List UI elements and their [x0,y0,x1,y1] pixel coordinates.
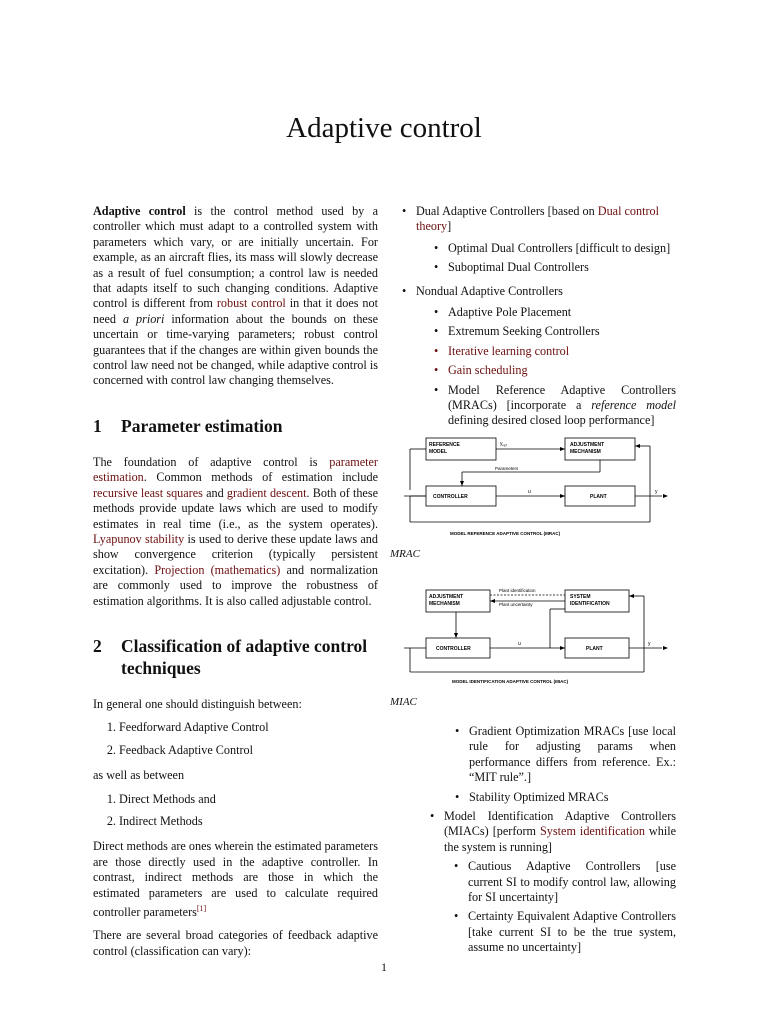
signal-y: y [655,489,658,495]
para-text: The foundation of adaptive control is [93,454,330,469]
section-title: Classification of adaptive control [121,635,368,656]
item-text: ] [447,219,452,234]
list-item: • Certainty Equivalent Adaptive Controllers [take current SI to be the true system, assume no uncertainty] [454,909,676,955]
link-gain-scheduling[interactable]: • Gain scheduling [434,363,676,378]
intro-bold-term: Adaptive control [93,204,186,218]
para-text: is used to derive these update laws and show convergence criterion (typically persistent excitation). [93,531,378,577]
list-item: • Optimal Dual Controllers [difficult to design] [434,241,676,256]
signal-yref [500,441,507,448]
page-title: Adaptive control [286,112,482,144]
section-title: Parameter estimation [121,415,283,436]
miac-caption: MIAC [390,696,417,708]
list-item [402,284,676,429]
page-number: 1 [381,960,387,974]
section-number: 2 [93,635,102,656]
signal-u: u [528,489,531,495]
section-2-text: as well as between [93,768,185,783]
intro-text: is the control method used by a controller which must adapt to a controlled system with parameters which vary, or are initially uncertain. For example, as an aircraft flies, its mass will slowly decrease as a result of fuel consumption; a control law is needed that adapts itself to such changing conditions. Adaptive control is different from [93,204,378,311]
list-item: • Suboptimal Dual Controllers [434,260,676,275]
item-text: Model Reference Adaptive Controllers (MRACs) [incorporate a [448,382,676,413]
section-2-heading [93,635,378,679]
link-dual-control-theory[interactable]: Dual control theory [416,204,660,234]
direct-methods-paragraph [93,839,378,920]
mrac-caption: MRAC [390,548,420,560]
mrac-diagram-label: MODEL REFERENCE ADAPTIVE CONTROL (MRAC) [450,531,561,536]
box-controller: CONTROLLER [436,646,471,652]
signal-yref-sub: ref [502,443,507,448]
box-sysid-1: SYSTEM [570,594,591,600]
link-lyapunov-stability[interactable]: Lyapunov stability [93,531,185,546]
list-item: 1. Direct Methods and [119,792,378,807]
link-recursive-least-squares[interactable]: recursive least squares [93,485,203,500]
sub-list [434,241,676,276]
item-text: Dual Adaptive Controllers [based on [416,204,598,218]
para-text: and [202,485,227,500]
signal-parameters: Parameters [495,466,519,471]
controller-list [402,204,676,429]
para-text: . Both of these methods provide update laws which are used to modify estimates in real time (i.e., as the system operates). [93,485,378,531]
box-adjustment-2: MECHANISM [429,601,460,607]
link-gradient-descent[interactable]: gradient descent [226,485,307,500]
box-reference-model-1: REFERENCE [429,442,460,448]
signal-yref-main: y [500,441,503,447]
box-adjustment-1: ADJUSTMENT [429,594,464,600]
item-text: while the system is running] [444,824,677,854]
intro-italic: a priori [122,311,165,326]
miac-list [430,809,676,956]
box-sysid-2: IDENTIFICATION [570,601,610,607]
miac-diagram [400,584,680,688]
link-system-identification[interactable]: System identification [540,824,645,839]
signal-y: y [648,641,651,647]
list-item: • Stability Optimized MRACs [455,790,676,805]
section-number: 1 [93,415,102,436]
box-controller: CONTROLLER [433,494,468,500]
list-item [430,809,676,956]
intro-paragraph [93,204,378,389]
signal-plant-identification: Plant identification [499,588,536,593]
section-title-cont: techniques [121,657,201,678]
box-plant: PLANT [586,646,603,652]
intro-text: in that it does not need [93,296,378,326]
para-text: Direct methods are ones wherein the estimated parameters are those directly used in the adaptive controller. In contrast, indirect methods are those in which the estimated parameters are used to calculate required controller parameters [93,839,378,920]
link-parameter-estimation[interactable]: parameter estimation [93,454,378,485]
item-text: Model Identification Adaptive Controllers (MIACs) [perform [444,809,676,839]
section-2-intro: In general one should distinguish between: [93,696,302,711]
list-item: 2. Feedback Adaptive Control [119,743,378,758]
box-adjustment-1: ADJUSTMENT [570,442,605,448]
methods-list [93,792,378,830]
item-text: defining desired closed loop performance] [448,413,655,428]
item-text: Nondual Adaptive Controllers [416,283,563,298]
miac-sub-list [454,859,676,955]
list-item: • Adaptive Pole Placement [434,305,676,320]
sub-list [434,305,676,429]
list-item: 2. Indirect Methods [119,814,378,829]
list-item: 1. Feedforward Adaptive Control [119,720,378,735]
para-text: and normalization are commonly used to improve the robustness of estimation algorithms. It is also called adjustable control. [93,562,378,608]
para-text: . Common methods of estimation include [143,470,378,485]
signal-u: u [518,641,521,647]
section-1-heading [93,415,378,437]
link-robust-control[interactable]: robust control [216,296,286,311]
list-item [434,383,676,429]
right-column [402,204,676,437]
box-reference-model-2: MODEL [429,449,448,455]
list-item: • Gradient Optimization MRACs [use local rule for adjusting params when performance differs from reference. Ex.: “MIT rule”.] [455,724,676,786]
mrac-sub-list [455,724,676,805]
link-projection[interactable]: Projection (mathematics) [154,562,281,577]
list-item: • Cautious Adaptive Controllers [use current SI to modify control law, allowing for SI uncertainty] [454,859,676,905]
categories-paragraph: There are several broad categories of feedback adaptive control (classification can vary): [93,928,378,958]
feedforward-list [93,720,378,758]
box-plant: PLANT [590,494,607,500]
citation-link[interactable]: [1] [196,904,207,913]
intro-text: information about the bounds on these uncertain or time-varying parameters; robust control guarantees that if the changes are within given bounds the control law need not be changed, while adaptive control is concerned with control law changing themselves. [93,311,378,388]
link-iterative-learning-control[interactable]: • Iterative learning control [434,344,676,359]
item-italic: reference model [591,398,676,413]
mrac-diagram [400,432,680,542]
left-column [93,204,378,967]
box-adjustment-2: MECHANISM [570,449,601,455]
list-item: • Extremum Seeking Controllers [434,324,676,339]
list-item [402,204,676,276]
signal-plant-uncertainty: Plant uncertainty [499,602,533,607]
right-column-continued [430,724,676,961]
miac-diagram-label: MODEL IDENTIFICATION ADAPTIVE CONTROL (MIAC) [452,679,569,684]
section-1-paragraph [93,455,378,609]
